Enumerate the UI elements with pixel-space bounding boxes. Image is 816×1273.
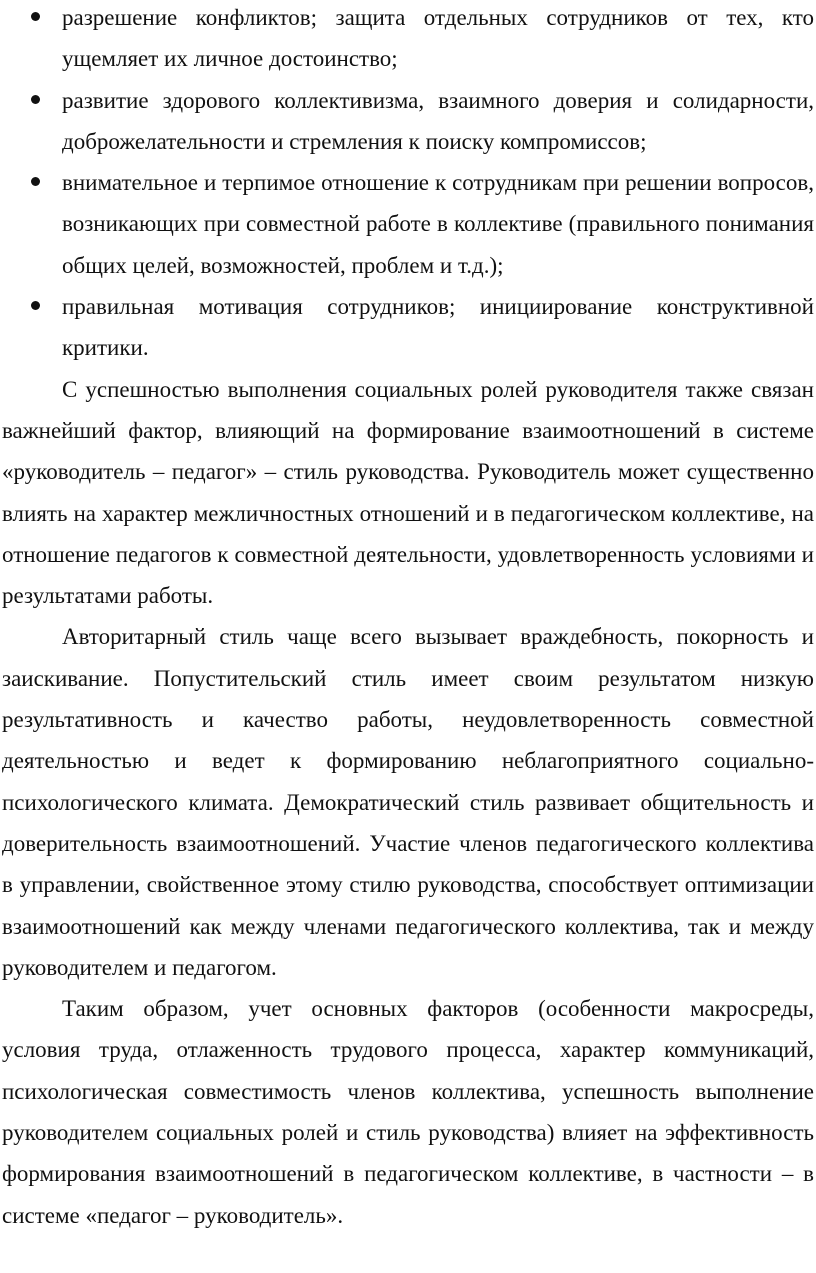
paragraph-leadership-style: С успешностью выполнения социальных ролей руководителя также связан важнейший фактор, влияющий на формирование взаимоотношений в системе «руководитель – педагог» – стиль руководства. Руководитель может существенно влиять на характер межличностных отношений и в педагогическом коллективе, на отношение педагогов к совместной деятельности, удовлетворенность условиями и результатами работы.: [2, 376, 814, 609]
list-item: [2, 162, 814, 286]
list-item: [2, 80, 814, 163]
list-item-text: правильная мотивация сотрудников; инициирование конструктивной критики.: [62, 294, 814, 361]
bullet-icon: [31, 95, 40, 104]
paragraph-conclusion: Таким образом, учет основных факторов (особенности макросреды, условия труда, отлаженность трудового процесса, характер коммуникаций, психологическая совместимость членов коллектива, успешность выполнение руководителем социальных ролей и стиль руководства) влияет на эффективность формирования взаимоотношений в педагогическом коллективе, в частности – в системе «педагог – руководитель».: [2, 996, 814, 1228]
bullet-list: [2, 0, 814, 369]
paragraph-style-types: Авторитарный стиль чаще всего вызывает враждебность, покорность и заискивание. Попустительский стиль имеет своим результатом низкую результативность и качество работы, неудовлетворенность совместной деятельностью и ведет к формированию неблагоприятного социально-психологического климата. Демократический стиль развивает общительность и доверительность взаимоотношений. Участие членов педагогического коллектива в управлении, свойственное этому стилю руководства, способствует оптимизации взаимоотношений как между членами педагогического коллектива, так и между руководителем и педагогом.: [2, 624, 814, 980]
list-item: [2, 0, 814, 80]
list-item: [2, 286, 814, 369]
bullet-icon: [31, 177, 40, 186]
bullet-icon: [31, 12, 40, 21]
list-item-text: развитие здорового коллективизма, взаимного доверия и солидарности, доброжелательности и стремления к поиску компромиссов;: [62, 87, 814, 154]
list-item-text: внимательное и терпимое отношение к сотрудникам при решении вопросов, возникающих при совместной работе в коллективе (правильного понимания общих целей, возможностей, проблем и т.д.);: [62, 170, 814, 278]
list-item-text: разрешение конфликтов; защита отдельных сотрудников от тех, кто ущемляет их личное достоинство;: [62, 5, 814, 72]
bullet-icon: [31, 301, 40, 310]
